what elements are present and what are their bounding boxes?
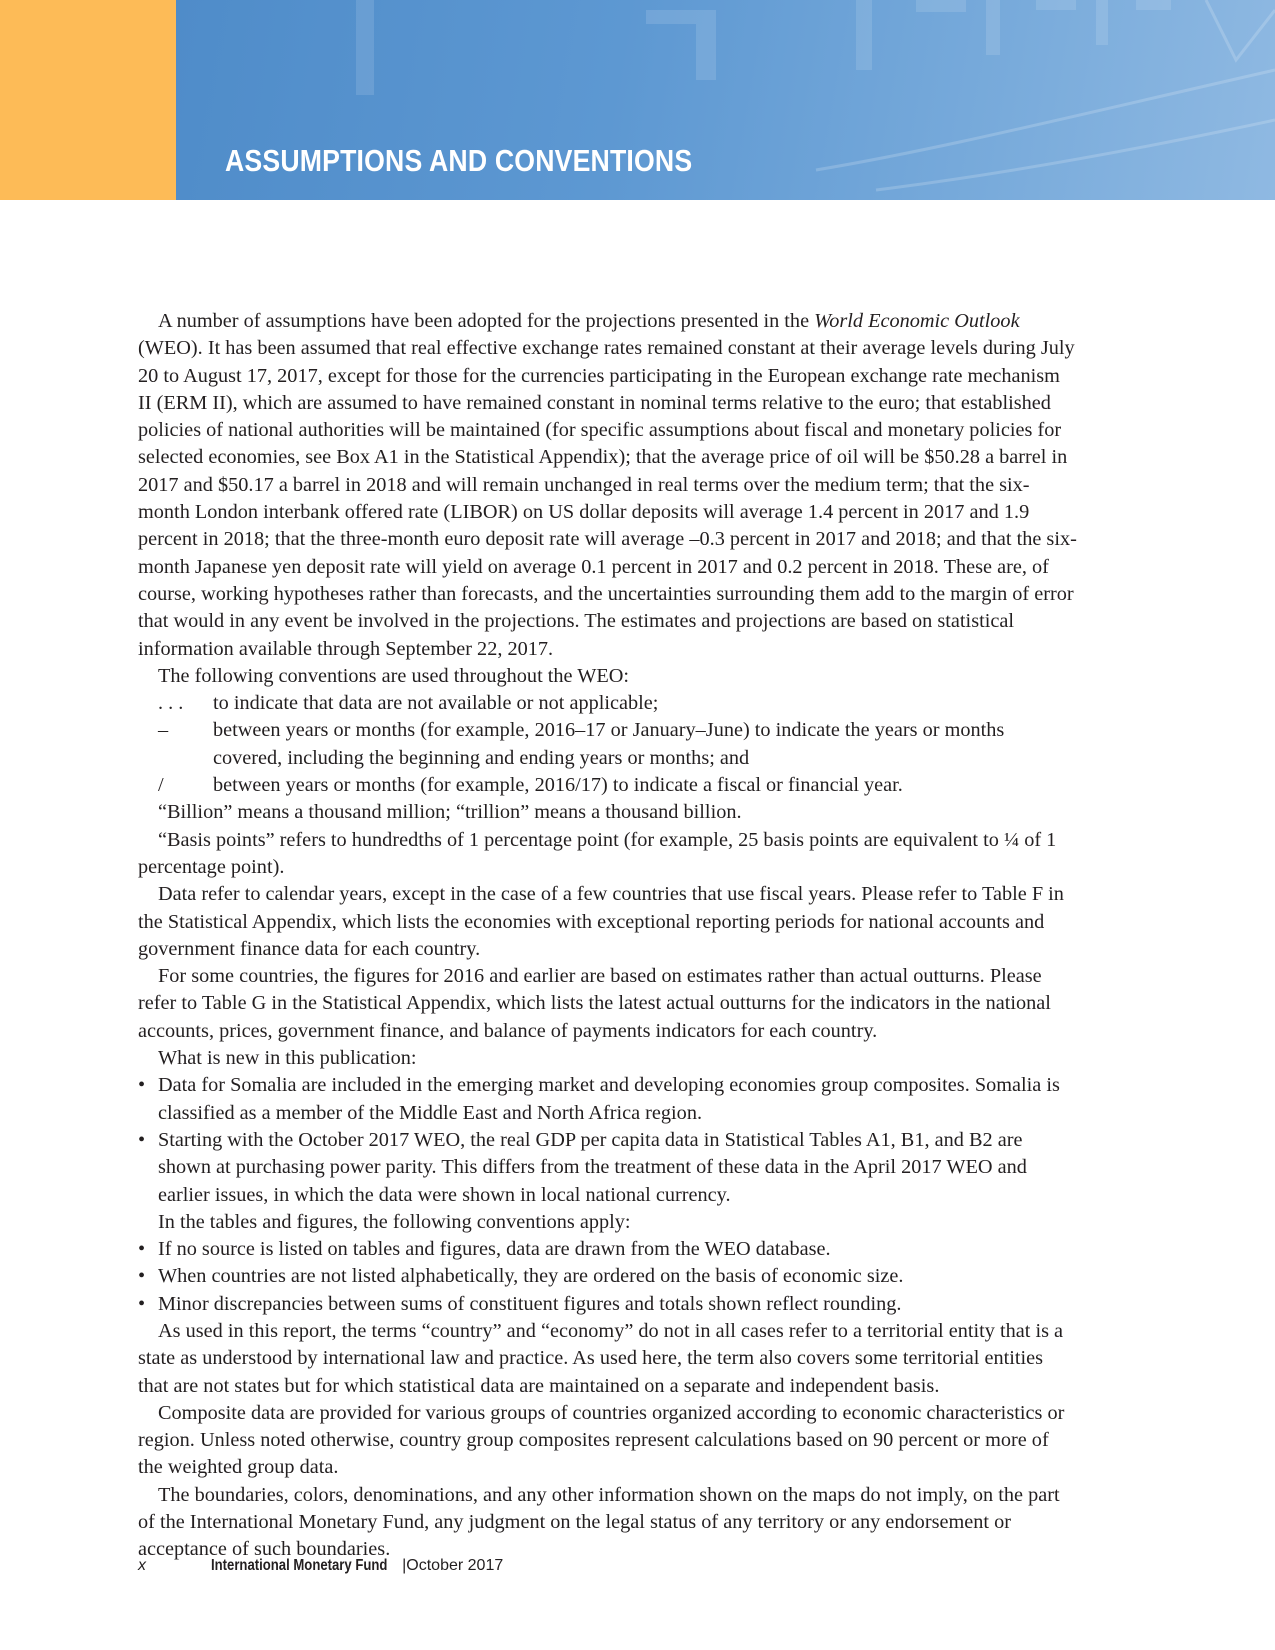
orange-tab [0,0,176,200]
bullet-text: Starting with the October 2017 WEO, the real GDP per capita data in Statistical Tables A1, B1, and B2 are shown at purchasing power parity. This differs from the treatment of these data in the April 2017 WEO and earlier issues, in which the data were shown in local national currency. [158,1128,1027,1206]
decorative-mark [816,70,1275,170]
bullet-icon: • [138,1074,146,1097]
paragraph-calendar-years: Data refer to calendar years, except in the case of a few countries that use fiscal years. Please refer to Table F in the Statistical Appendix, which lists the economies with exceptional reporting periods for national accounts and government finance data for each country. [138,883,1064,960]
convention-item [138,717,1078,772]
paragraph-assumptions [138,308,1078,663]
document-body [138,308,1078,1564]
bullet-text: If no source is listed on tables and figures, data are drawn from the WEO database. [158,1238,831,1261]
footer-separator: | [402,1557,407,1574]
decorative-mark [356,0,374,95]
paragraph-country-term: As used in this report, the terms “country” and “economy” do not in all cases refer to a territorial entity that is a state as understood by international law and practice. As used here, the term also covers some territorial entities that are not states but for which statistical data are maintained on a separate and independent basis. [138,1319,1064,1397]
convention-item [138,690,1078,717]
decorative-mark [856,0,872,70]
decorative-mark [1206,0,1275,60]
decorative-mark [986,0,1000,55]
page-title: ASSUMPTIONS AND CONVENTIONS [225,143,693,178]
convention-text: between years or months (for example, 2016/17) to indicate a fiscal or financial year. [213,774,903,797]
header-banner [0,0,1275,200]
page-footer [138,1557,503,1575]
decorative-mark [1036,0,1076,10]
paragraph-basis-points: “Basis points” refers to hundredths of 1 percentage point (for example, 25 basis points are equivalent to ¼ of 1 percentage point). [138,828,1057,878]
text-run: (WEO). It has been assumed that real effective exchange rates remained constant at their average levels during July 20 to August 17, 2017, except for those for the currencies participating in the European exchange rate mechanism II (ERM II), which are assumed to have remained constant in nominal terms relative to the euro; that established policies of national authorities will be maintained (for specific assumptions about fiscal and monetary policies for selected economies, see Box A1 in the Statistical Appendix); that the average price of oil will be $50.28 a barrel in 2017 and $50.17 a barrel in 2018 and will remain unchanged in real terms over the medium term; that the six-month London interbank offered rate (LIBOR) on US dollar deposits will average 1.4 percent in 2017 and 1.9 percent in 2018; that the three-month euro deposit rate will average –0.3 percent in 2017 and 2018; and that the six-month Japanese yen deposit rate will yield on average 0.1 percent in 2017 and 0.2 percent in 2018. These are, of course, working hypotheses rather than forecasts, and the uncertainties surrounding them add to the margin of error that would in any event be involved in the projections. The estimates and projections are based on statistical information available through September 22, 2017. [138,337,1077,660]
bullet-text: Minor discrepancies between sums of constituent figures and totals shown reflect rounding. [158,1292,902,1315]
convention-symbol: – [158,719,169,742]
bullet-text: When countries are not listed alphabetically, they are ordered on the basis of economic size. [158,1265,904,1288]
bullet-icon: • [138,1238,146,1261]
paragraph-billion: “Billion” means a thousand million; “trillion” means a thousand billion. [158,801,742,824]
bullet-icon: • [138,1128,146,1151]
paragraph-conventions-intro: The following conventions are used throughout the WEO: [158,664,630,687]
decorative-mark [1096,0,1108,45]
bullet-item [138,1291,1078,1318]
decorative-mark [916,0,966,12]
text-run: A number of assumptions have been adopted for the projections presented in the [158,310,815,332]
convention-text: between years or months (for example, 2016–17 or January–June) to indicate the years or months covered, including the beginning and ending years or months; and [213,719,1005,769]
paragraph-composite-data: Composite data are provided for various groups of countries organized according to economic characteristics or region. Unless noted otherwise, country group composites represent calculations based on 90 percent or more of the weighted group data. [138,1401,1065,1479]
decorative-mark [696,20,716,80]
paragraph-tables-intro: In the tables and figures, the following conventions apply: [158,1210,631,1233]
bullet-icon: • [138,1292,146,1315]
convention-symbol: / [158,774,164,797]
bullet-item [138,1072,1078,1127]
convention-item [138,772,1078,799]
decorative-mark [1136,0,1171,10]
bullet-item [138,1127,1078,1209]
paragraph-estimates: For some countries, the figures for 2016 and earlier are based on estimates rather than actual outturns. Please refer to Table G in the Statistical Appendix, which lists the latest actual outturns for the indicators in the national accounts, prices, government finance, and balance of payments indicators for each country. [138,965,1051,1042]
page-number: x [138,1557,146,1574]
decorative-mark [876,120,1275,190]
bullet-item [138,1236,1078,1263]
paragraph-whats-new-intro: What is new in this publication: [158,1047,417,1070]
bullet-icon: • [138,1265,146,1288]
paragraph-boundaries: The boundaries, colors, denominations, and any other information shown on the maps do not imply, on the part of the International Monetary Fund, any judgment on the legal status of any territory or any endorsement or acceptance of such boundaries. [138,1483,1060,1561]
convention-symbol: . . . [158,692,184,715]
footer-organization: International Monetary Fund [211,1557,388,1574]
bullet-text: Data for Somalia are included in the emerging market and developing economies group composites. Somalia is classified as a member of the Middle East and North Africa region. [158,1074,1060,1124]
footer-date: October 2017 [406,1557,504,1574]
convention-text: to indicate that data are not available or not applicable; [213,692,659,715]
bullet-item [138,1263,1078,1290]
publication-title: World Economic Outlook [814,310,1020,332]
